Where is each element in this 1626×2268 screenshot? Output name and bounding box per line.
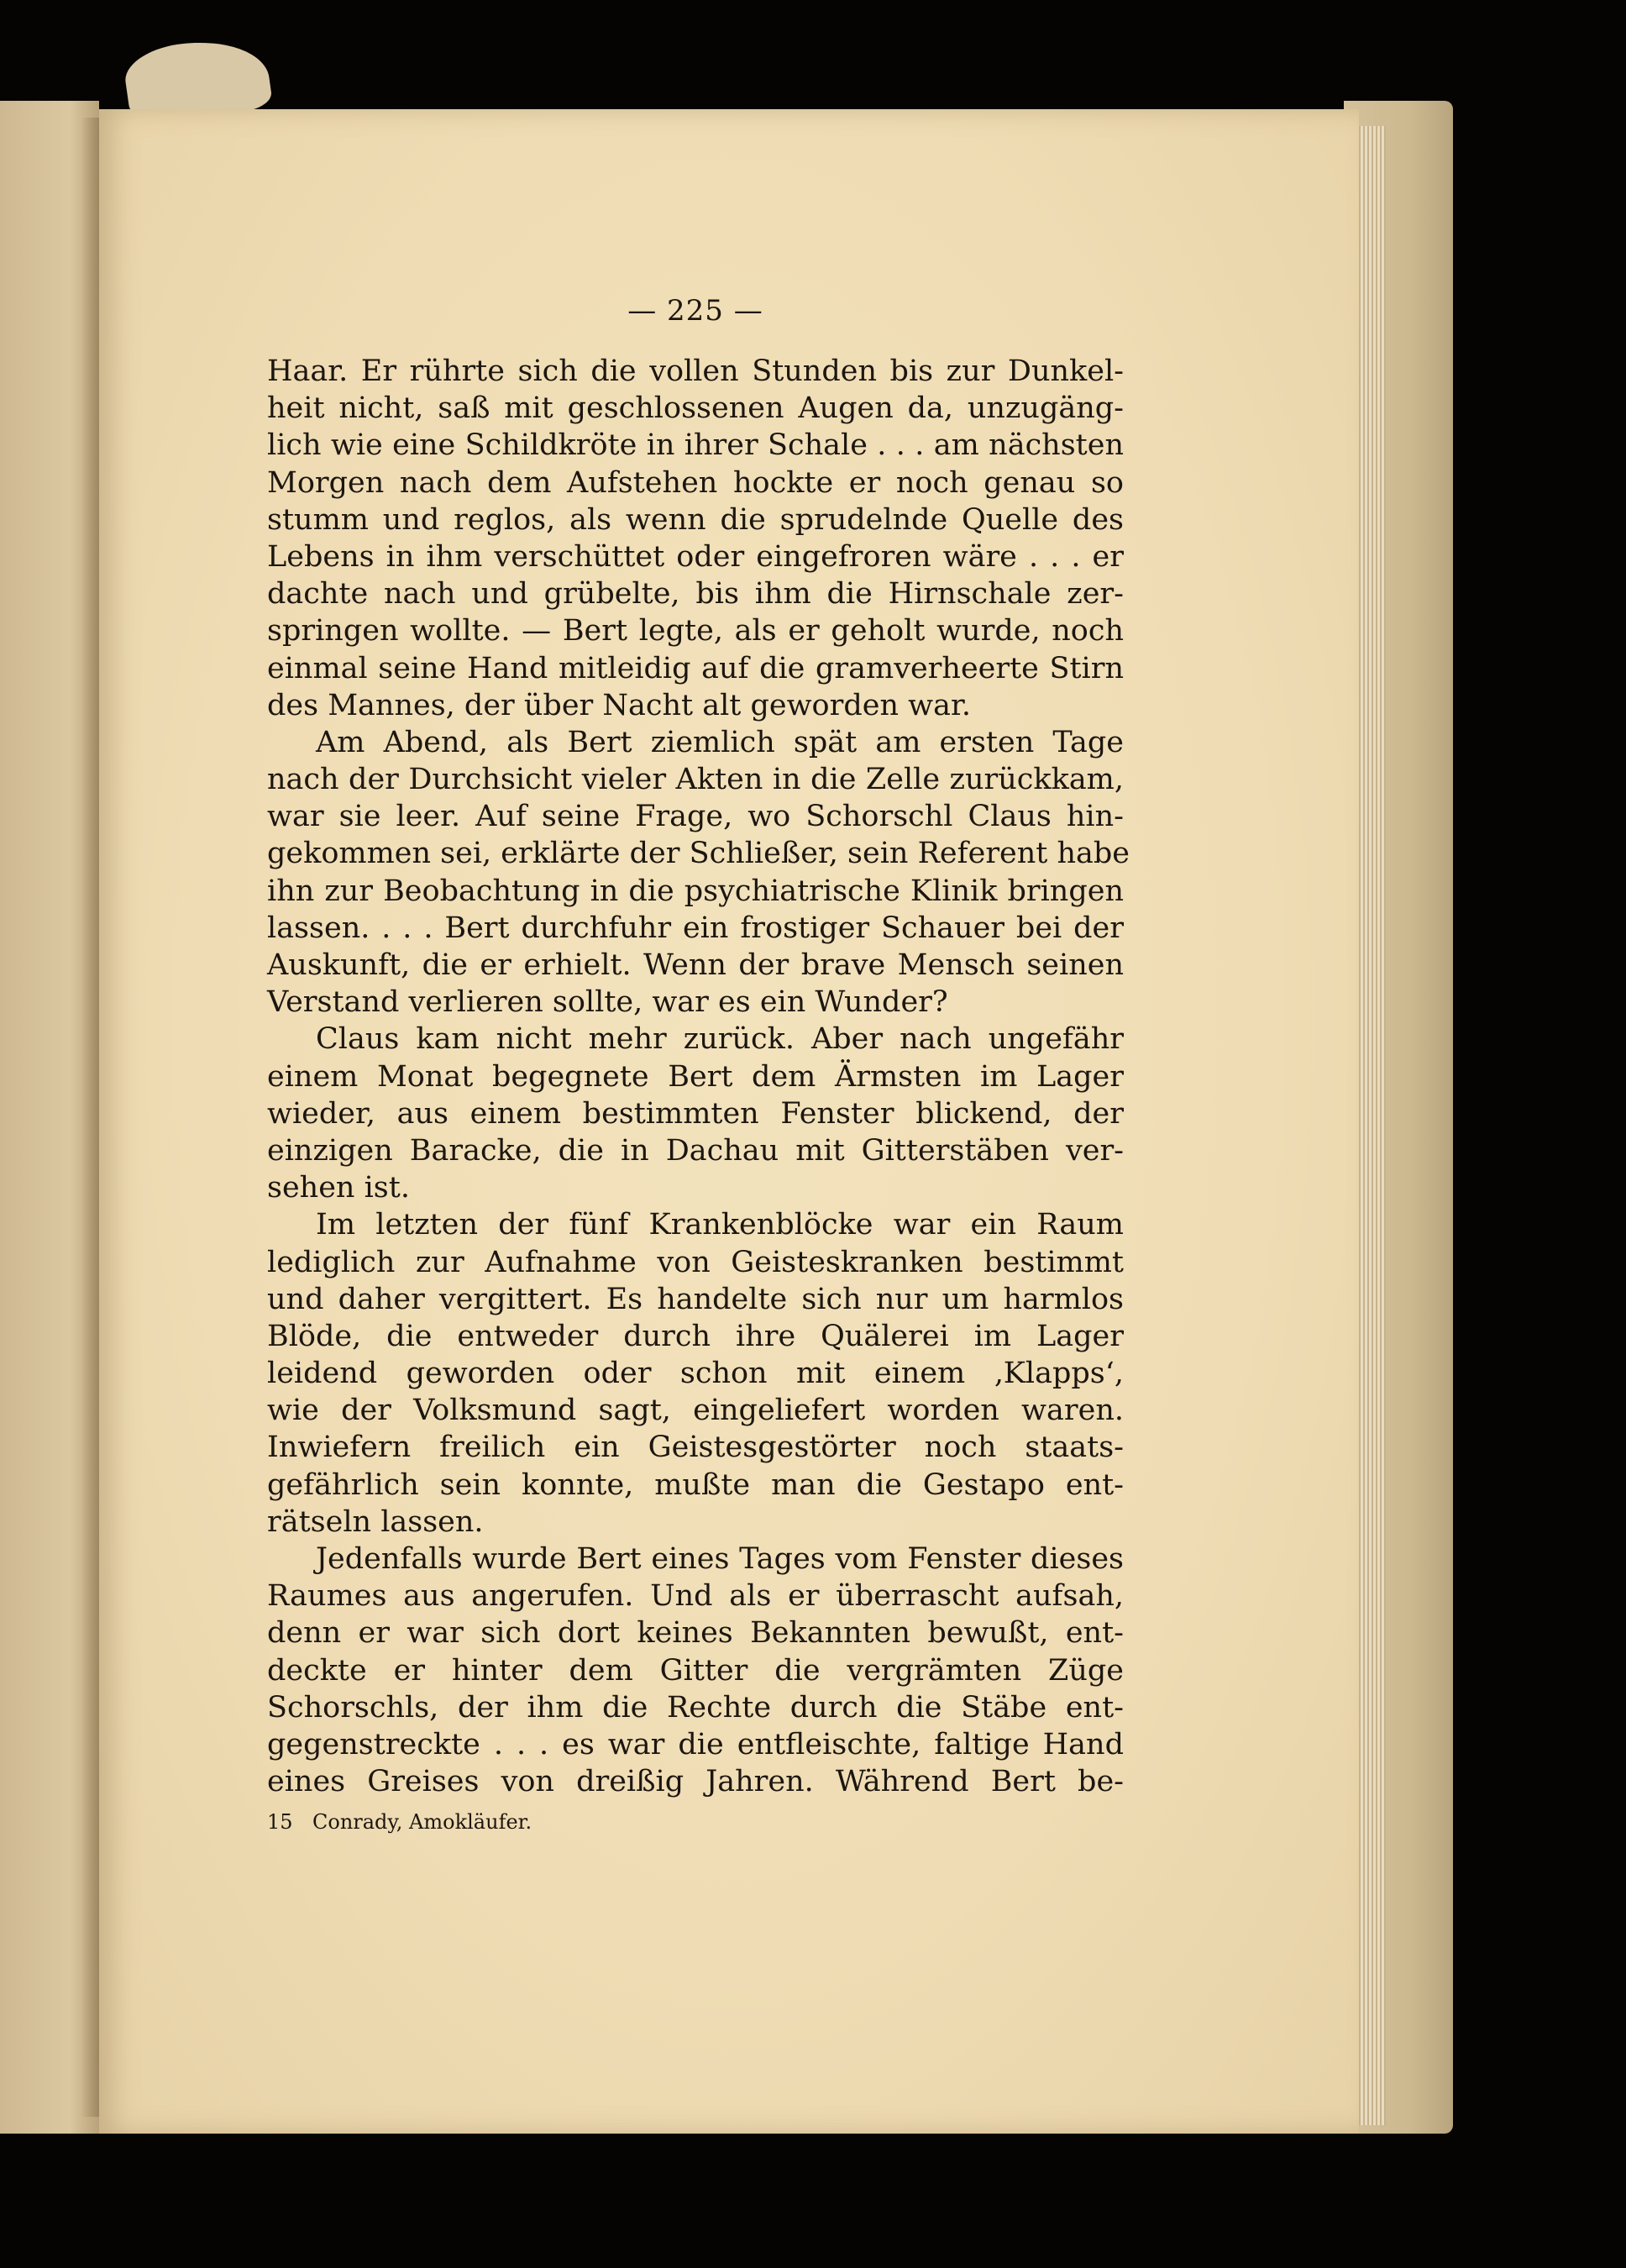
text-line: eines Greises von dreißig Jahren. Während Bert be-: [267, 1765, 1124, 1799]
text-line: denn er war sich dort keines Bekannten bewußt, ent-: [267, 1616, 1124, 1651]
text-line: einem Monat begegnete Bert dem Ärmsten im Lager: [267, 1059, 1124, 1094]
text-line: war sie leer. Auf seine Frage, wo Schorschl Claus hin-: [267, 800, 1124, 834]
text-line: Lebens in ihm verschüttet oder eingefroren wäre . . . er: [267, 539, 1124, 574]
text-line: Auskunft, die er erhielt. Wenn der brave Mensch seinen: [267, 948, 1124, 982]
text-line: sehen ist.: [267, 1171, 410, 1205]
text-line: gegenstreckte . . . es war die entfleischte, faltige Hand: [267, 1727, 1124, 1761]
text-line: ihn zur Beobachtung in die psychiatrische Klinik bringen: [267, 874, 1124, 908]
paragraph: [267, 353, 1124, 724]
signature-mark: 15: [267, 1810, 293, 1835]
text-line: lich wie eine Schildkröte in ihrer Schale . . . am nächsten: [267, 428, 1124, 463]
text-line: gefährlich sein konnte, mußte man die Gestapo ent-: [267, 1467, 1124, 1502]
paragraph: [267, 1206, 1124, 1541]
text-line: Blöde, die entweder durch ihre Quälerei im Lager: [267, 1319, 1124, 1353]
text-line: wieder, aus einem bestimmten Fenster blickend, der: [267, 1096, 1124, 1131]
paragraph: [267, 1541, 1124, 1800]
text-line: Haar. Er rührte sich die vollen Stunden bis zur Dunkel-: [267, 354, 1124, 388]
text-line: Morgen nach dem Aufstehen hockte er noch genau so: [267, 465, 1124, 500]
text-line: Am Abend, als Bert ziemlich spät am ersten Tage: [316, 725, 1124, 759]
text-line: Inwiefern freilich ein Geistesgestörter noch staats-: [267, 1431, 1124, 1465]
text-line: gekommen sei, erklärte der Schließer, sein Referent habe: [267, 837, 1130, 871]
text-line: wie der Volksmund sagt, eingeliefert worden waren.: [267, 1394, 1124, 1428]
text-line: leidend geworden oder schon mit einem ‚Klapps‘,: [267, 1357, 1124, 1391]
text-line: einzigen Baracke, die in Dachau mit Gitterstäben ver-: [267, 1133, 1124, 1168]
paragraph: [267, 724, 1130, 1021]
text-line: Claus kam nicht mehr zurück. Aber nach ungefähr: [316, 1022, 1124, 1057]
text-line: stumm und reglos, als wenn die sprudelnde Quelle des: [267, 502, 1124, 537]
text-line: Im letzten der fünf Krankenblöcke war ein Raum: [316, 1208, 1124, 1242]
text-line: lediglich zur Aufnahme von Geisteskranken bestimmt: [267, 1245, 1124, 1279]
text-line: einmal seine Hand mitleidig auf die gramverheerte Stirn: [267, 651, 1124, 685]
text-line: und daher vergittert. Es handelte sich nur um harmlos: [267, 1282, 1124, 1316]
text-line: Raumes aus angerufen. Und als er überrascht aufsah,: [267, 1579, 1124, 1614]
text-line: deckte er hinter dem Gitter die vergrämten Züge: [267, 1653, 1124, 1688]
text-line: nach der Durchsicht vieler Akten in die Zelle zurückkam,: [267, 763, 1124, 797]
page-footer: [267, 1805, 1124, 1839]
text-line: des Mannes, der über Nacht alt geworden war.: [267, 688, 971, 722]
text-line: heit nicht, saß mit geschlossenen Augen da, unzugäng-: [267, 391, 1124, 426]
running-footer: Conrady, Amokläufer.: [312, 1810, 532, 1835]
text-line: Verstand verlieren sollte, war es ein Wunder?: [267, 985, 948, 1020]
page-number: — 225 —: [627, 294, 763, 328]
text-line: dachte nach und grübelte, bis ihm die Hirnschale zer-: [267, 577, 1124, 612]
paragraph: [267, 1021, 1124, 1206]
text-line: springen wollte. — Bert legte, als er geholt wurde, noch: [267, 614, 1124, 648]
page-text-block: [267, 277, 1130, 1839]
text-line: Schorschls, der ihm die Rechte durch die Stäbe ent-: [267, 1690, 1124, 1725]
text-line: rätseln lassen.: [267, 1504, 484, 1539]
text-line: lassen. . . . Bert durchfuhr ein frostiger Schauer bei der: [267, 911, 1124, 945]
text-line: Jedenfalls wurde Bert eines Tages vom Fenster dieses: [316, 1542, 1124, 1576]
